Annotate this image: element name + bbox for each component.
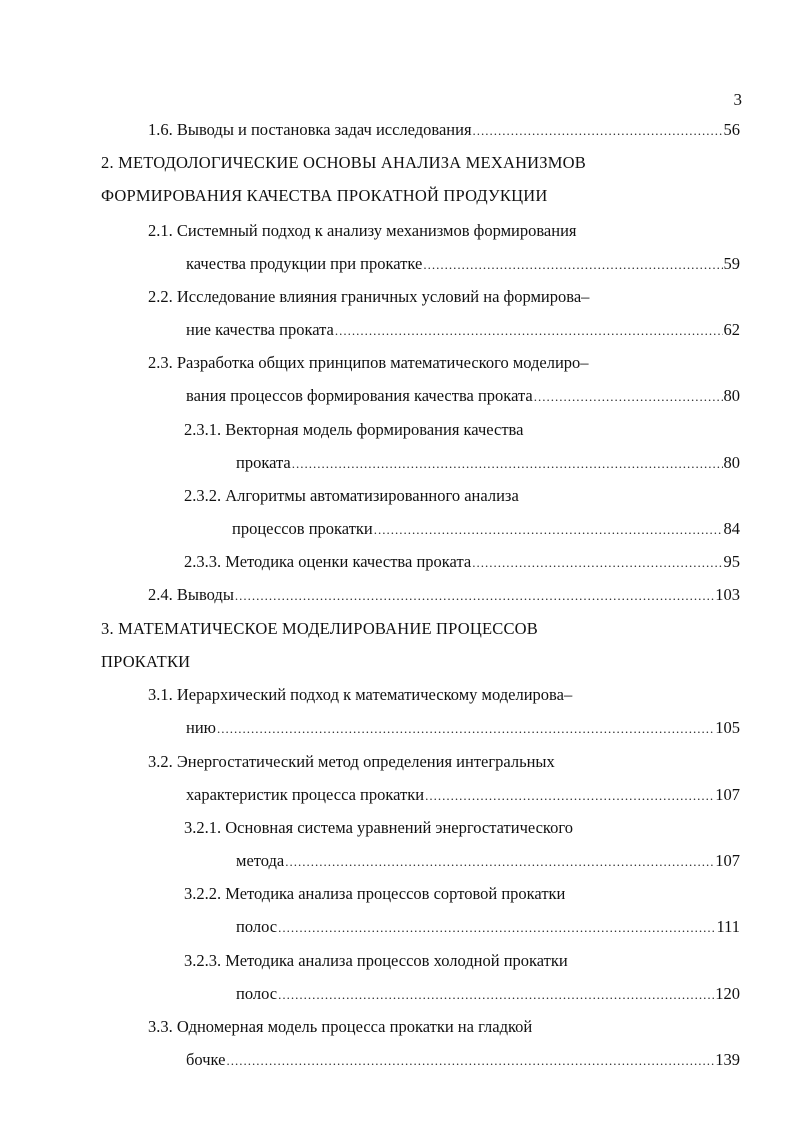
- toc-entry-3-2-3-line-1[interactable]: 3.2.3. Методика анализа процессов холодной прокатки: [184, 951, 568, 970]
- leader-dots: [335, 321, 723, 341]
- toc-entry-page: 107: [715, 851, 740, 870]
- toc-entry-3-1[interactable]: [186, 718, 740, 739]
- leader-dots: [425, 786, 714, 806]
- page-number: 3: [733, 90, 742, 109]
- leader-dots: [472, 553, 722, 573]
- toc-entry-title: нию: [186, 718, 216, 737]
- toc-entry-page: 84: [723, 519, 740, 538]
- toc-entry-page: 107: [715, 785, 740, 804]
- leader-dots: [278, 985, 714, 1005]
- toc-entry-3-1-line-1[interactable]: 3.1. Иерархический подход к математическому моделирова–: [148, 685, 573, 704]
- toc-entry-page: 111: [716, 917, 740, 936]
- toc-entry-2-3-line-1[interactable]: 2.3. Разработка общих принципов математического моделиро–: [148, 353, 589, 372]
- toc-entry-2-3-1-line-1[interactable]: 2.3.1. Векторная модель формирования качества: [184, 420, 524, 439]
- leader-dots: [534, 387, 723, 407]
- toc-entry-title: характеристик процесса прокатки: [186, 785, 425, 804]
- toc-entry-page: 62: [723, 320, 740, 339]
- leader-dots: [285, 852, 714, 872]
- toc-entry-page: 59: [723, 254, 740, 273]
- toc-entry-page: 105: [715, 718, 740, 737]
- leader-dots: [278, 918, 715, 938]
- toc-entry-title: метода: [236, 851, 285, 870]
- leader-dots: [423, 255, 722, 275]
- toc-entry-title: полос: [236, 917, 278, 936]
- toc-entry-page: 80: [723, 453, 740, 472]
- toc-entry-2-2[interactable]: [186, 320, 740, 341]
- toc-entry-2-3[interactable]: [186, 386, 740, 407]
- toc-entry-2-1[interactable]: [186, 254, 740, 275]
- toc-entry-3-2-1[interactable]: [236, 851, 740, 872]
- toc-entry-3-3[interactable]: [186, 1050, 740, 1071]
- toc-entry-title: вания процессов формирования качества проката: [186, 386, 533, 405]
- leader-dots: [217, 719, 714, 739]
- toc-entry-3-2[interactable]: [186, 785, 740, 806]
- toc-entry-3-2-3[interactable]: [236, 984, 740, 1005]
- toc-entry-3-2-1-line-1[interactable]: 3.2.1. Основная система уравнений энергостатического: [184, 818, 573, 837]
- toc-entry-title: ние качества проката: [186, 320, 334, 339]
- toc-entry-3-3-line-1[interactable]: 3.3. Одномерная модель процесса прокатки на гладкой: [148, 1017, 533, 1036]
- toc-entry-2-4[interactable]: [148, 585, 740, 606]
- toc-entry-3-2-2-line-1[interactable]: 3.2.2. Методика анализа процессов сортовой прокатки: [184, 884, 566, 903]
- toc-chapter-2-line-1[interactable]: 2. МЕТОДОЛОГИЧЕСКИЕ ОСНОВЫ АНАЛИЗА МЕХАНИЗМОВ: [101, 153, 586, 172]
- toc-entry-page: 56: [723, 120, 740, 139]
- toc-entry-title: бочке: [186, 1050, 226, 1069]
- toc-entry-title: процессов прокатки: [232, 519, 373, 538]
- toc-entry-title: 2.3.3. Методика оценки качества проката: [184, 552, 472, 571]
- toc-entry-page: 103: [715, 585, 740, 604]
- toc-chapter-3-line-2[interactable]: ПРОКАТКИ: [101, 652, 191, 671]
- toc-entry-title: проката: [236, 453, 291, 472]
- toc-entry-2-2-line-1[interactable]: 2.2. Исследование влияния граничных условий на формирова–: [148, 287, 590, 306]
- toc-entry-title: 1.6. Выводы и постановка задач исследования: [148, 120, 472, 139]
- toc-entry-2-3-2-line-1[interactable]: 2.3.2. Алгоритмы автоматизированного анализа: [184, 486, 519, 505]
- toc-entry-page: 120: [715, 984, 740, 1003]
- toc-chapter-2-line-2[interactable]: ФОРМИРОВАНИЯ КАЧЕСТВА ПРОКАТНОЙ ПРОДУКЦИИ: [101, 186, 548, 205]
- toc-entry-title: 2.4. Выводы: [148, 585, 234, 604]
- toc-entry-2-1-line-1[interactable]: 2.1. Системный подход к анализу механизмов формирования: [148, 221, 577, 240]
- toc-entry-1-6[interactable]: [148, 120, 740, 141]
- leader-dots: [235, 586, 714, 606]
- leader-dots: [374, 520, 723, 540]
- leader-dots: [473, 121, 723, 141]
- toc-entry-page: 95: [723, 552, 740, 571]
- toc-entry-3-2-2[interactable]: [236, 917, 740, 938]
- toc-entry-2-3-1[interactable]: [236, 453, 740, 474]
- toc-chapter-3-line-1[interactable]: 3. МАТЕМАТИЧЕСКОЕ МОДЕЛИРОВАНИЕ ПРОЦЕССОВ: [101, 619, 538, 638]
- toc-entry-2-3-2[interactable]: [232, 519, 740, 540]
- toc-entry-3-2-line-1[interactable]: 3.2. Энергостатический метод определения интегральных: [148, 752, 555, 771]
- toc-entry-page: 139: [715, 1050, 740, 1069]
- toc-entry-2-3-3[interactable]: [184, 552, 740, 573]
- toc-entry-page: 80: [723, 386, 740, 405]
- toc-entry-title: полос: [236, 984, 278, 1003]
- leader-dots: [292, 454, 723, 474]
- leader-dots: [226, 1051, 714, 1071]
- toc-entry-title: качества продукции при прокатке: [186, 254, 423, 273]
